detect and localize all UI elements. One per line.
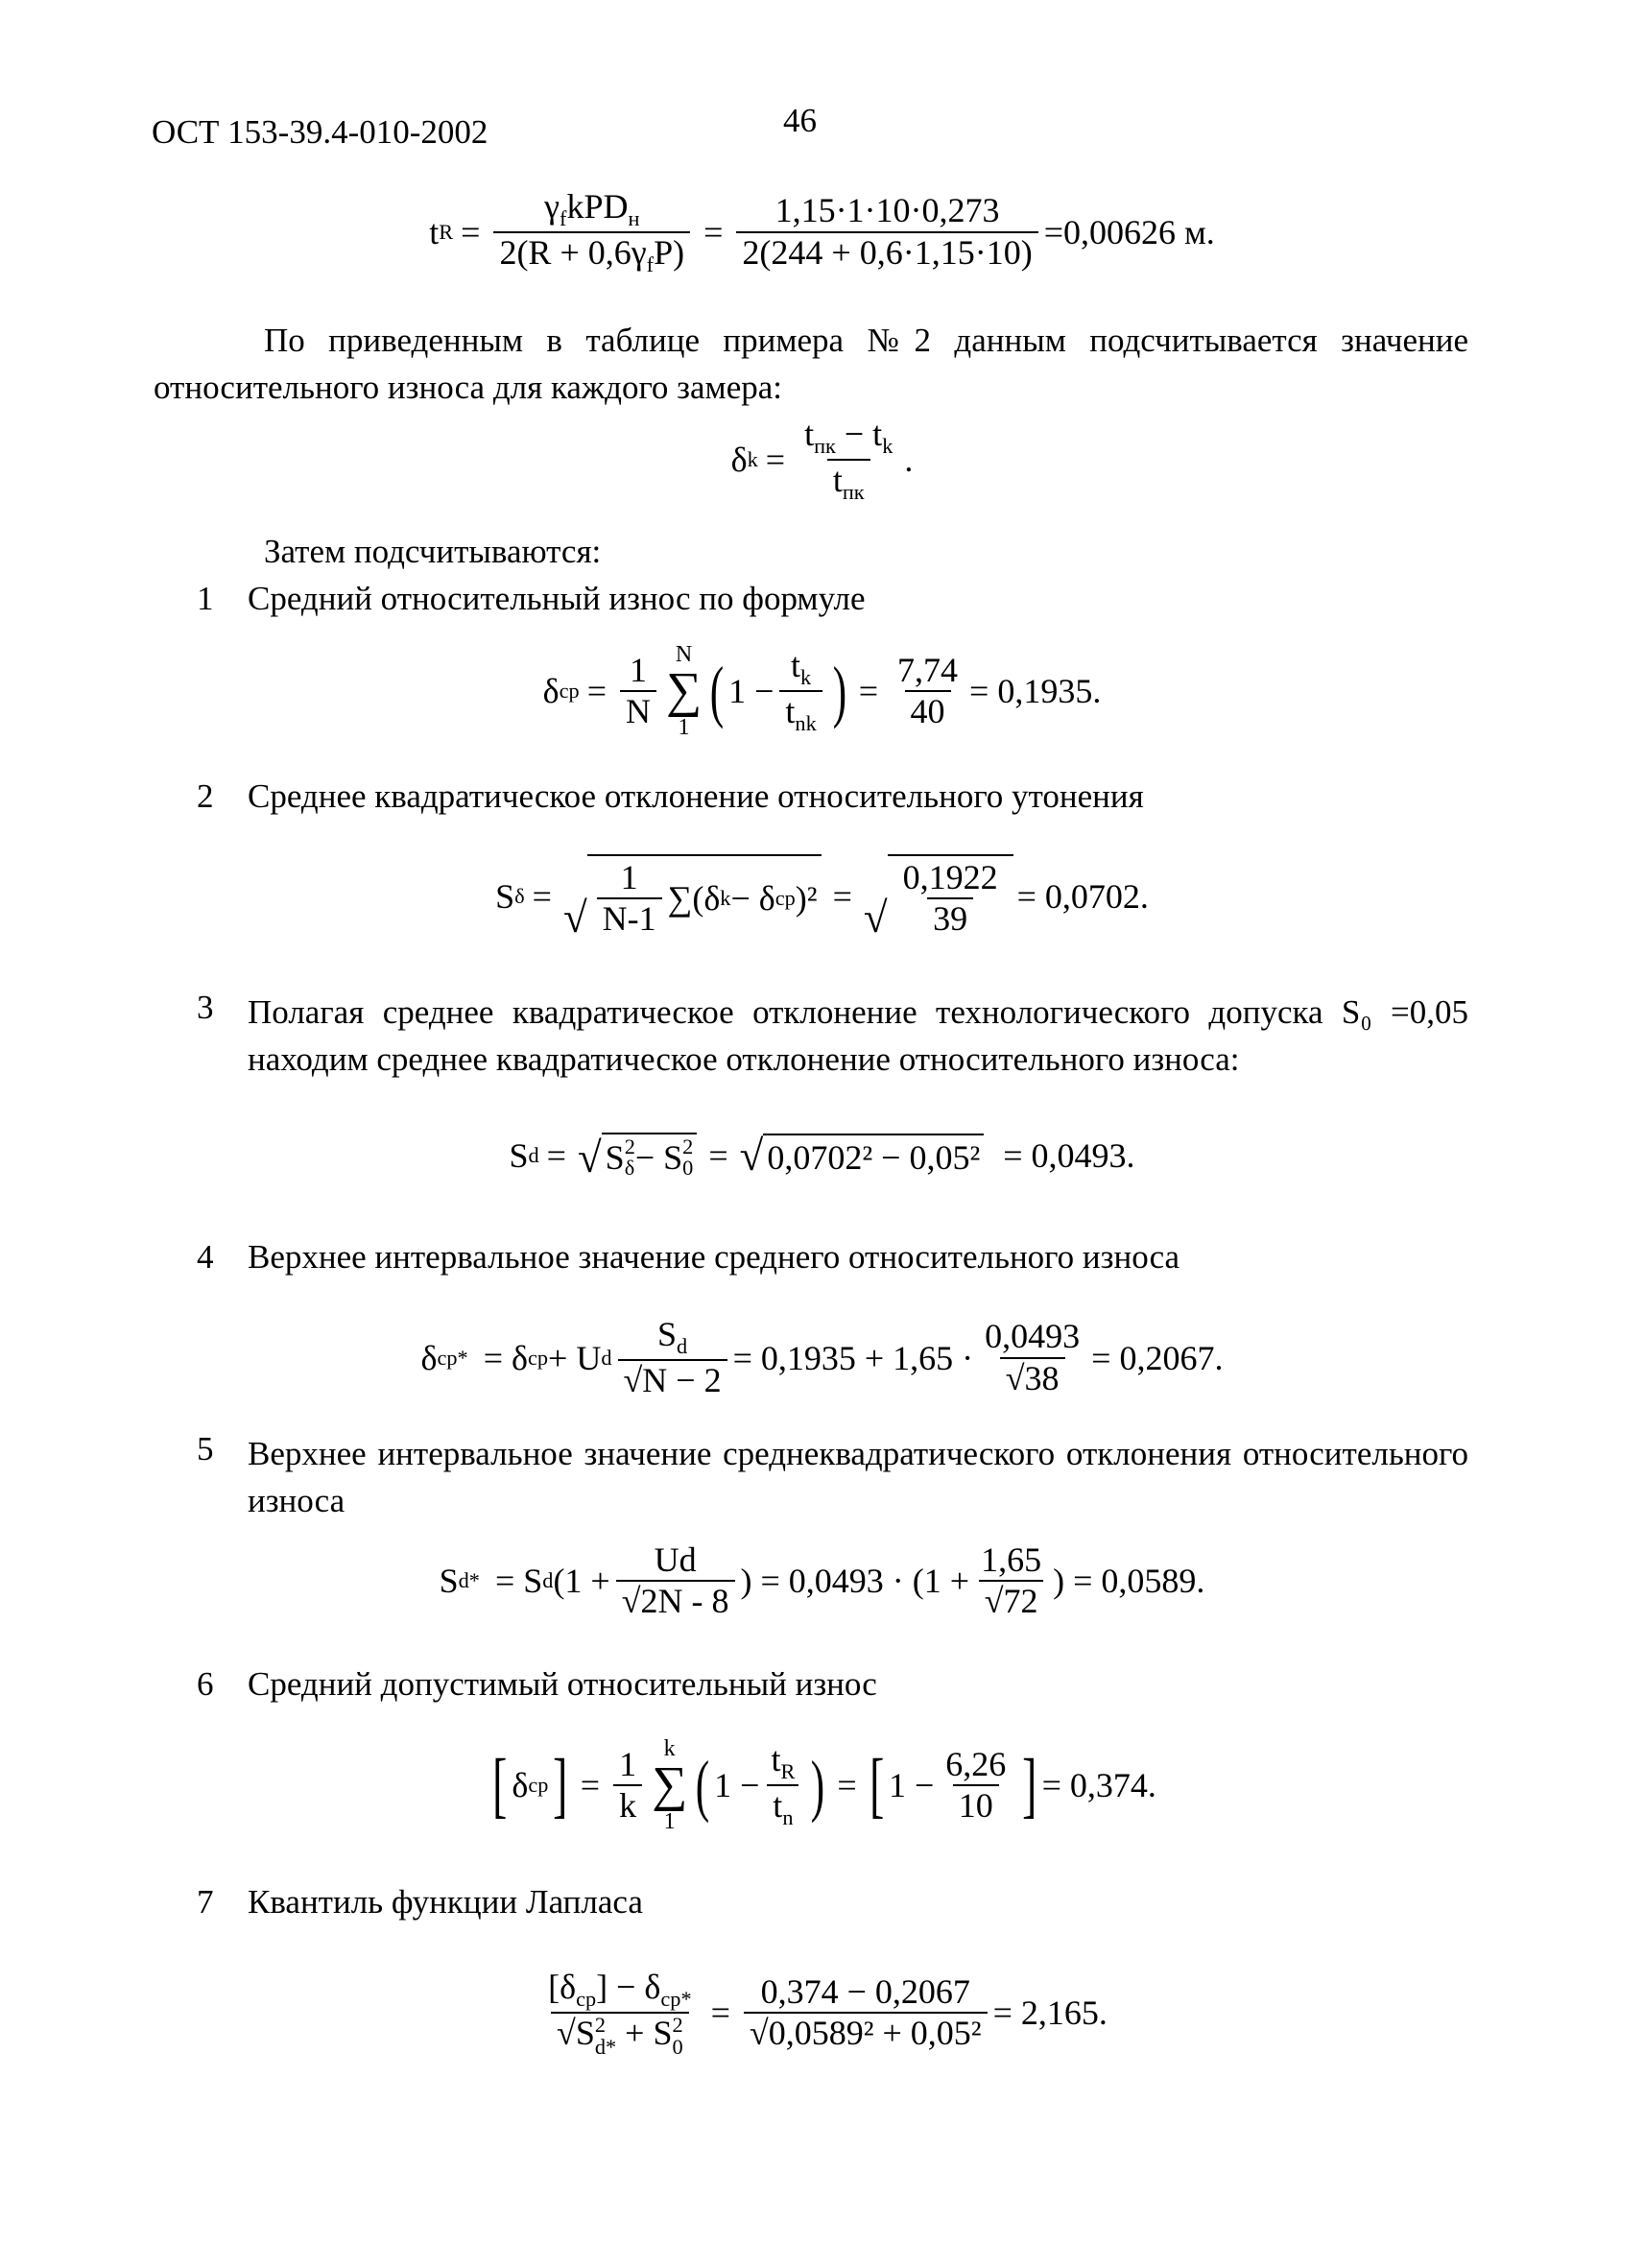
item-5-number: 5 [197,1430,214,1468]
item-6-text: Средний допустимый относительный износ [248,1665,877,1703]
item-3-number: 3 [197,989,214,1026]
formula-upper-mean: δ ср* = δ ср + U d $\frac{S_d}{√N - 2}$ = 0,1935 + 1,65 · $\frac{0,0493}{√38}$ = 0,2067. [420,1315,1224,1399]
item-3-text: Полагая среднее квадратическое отклонение технологического допуска S₀ =0,05 находим среднее квадратическое отклонение относительного износа: [248,993,1468,1078]
document-code: ОСТ 153-39.4-010-2002 [152,113,488,151]
item-7-number: 7 [197,1883,214,1921]
page-number: 46 [783,102,817,139]
formula-allowable-wear: [ δ ср ] = $\frac{1}{k}$ k ∑ 1 ( 1 − $\frac{t_R}{t_n}$ ) = [ 1 − $\frac{6,26}{10}$ ] = 0,374. [492,1736,1156,1834]
formula-upper-std: S d* = S d (1 + $\frac{Ud}{√2N - 8}$ ) = 0,0493 · (1 + $\frac{1,65}{√72}$ ) = 0,0589. [439,1540,1205,1621]
intro-paragraph: По приведенным в таблице примера №2 данным подсчитывается значение относительного износа для каждого замера: [154,322,1468,406]
formula-t-r: t R = $\frac{\gamma_fkPD_н}{2(R + 0,6\gamma_fP)}$ = $\frac{1,15\cdot 1\cdot 10\cdot 0,273}{2(244 + 0,6\cdot 1,15\cdot 10)}$ =0,00626 м. [429,187,1215,277]
formula-laplace-quantile: $[\delta_{ср}] - \delta_{ср*}$ √S 2 d* + S 2 0 = $\frac{0,374 - 0,2067}{\text{√0,0589² + 0,05²}}$ = 2,165. [548,1968,1108,2059]
item-2-number: 2 [197,777,214,815]
formula-std-wear: S d = √ S 2 δ − S 2 0 = √ 0,0702² − 0,05² = 0,0493. [509,1132,1135,1182]
item-2-text: Среднее квадратическое отклонение относительного утонения [248,777,1144,815]
item-5-text: Верхнее интервальное значение среднеквадратического отклонения относительного износа [248,1435,1468,1519]
item-6-number: 6 [197,1665,214,1703]
item-4-text: Верхнее интервальное значение среднего относительного износа [248,1238,1180,1276]
formula-delta-k: δ k = $\frac{t_{пк} - t_k}{t_{пк}}$ . [730,415,914,505]
formula-mean-wear: δ ср = $\frac{1}{N}$ N ∑ 1 ( 1 − $\frac{t_k}{t_{nk}}$ ) = $\frac{7,74}{40}$ = 0,1935. [542,642,1102,740]
item-4-number: 4 [197,1238,214,1276]
then-paragraph: Затем подсчитываются: [264,533,602,570]
item-1-text: Средний относительный износ по формуле [248,580,866,617]
item-1-number: 1 [197,580,214,617]
item-7-text: Квантиль функции Лапласа [248,1883,643,1921]
formula-std-thinning: S δ = √ $\frac{1}{N-1}$ ∑(δ k − δ ср )² = √ $\frac{0,1922}{39}$ = 0,0702. [0,854,1644,940]
